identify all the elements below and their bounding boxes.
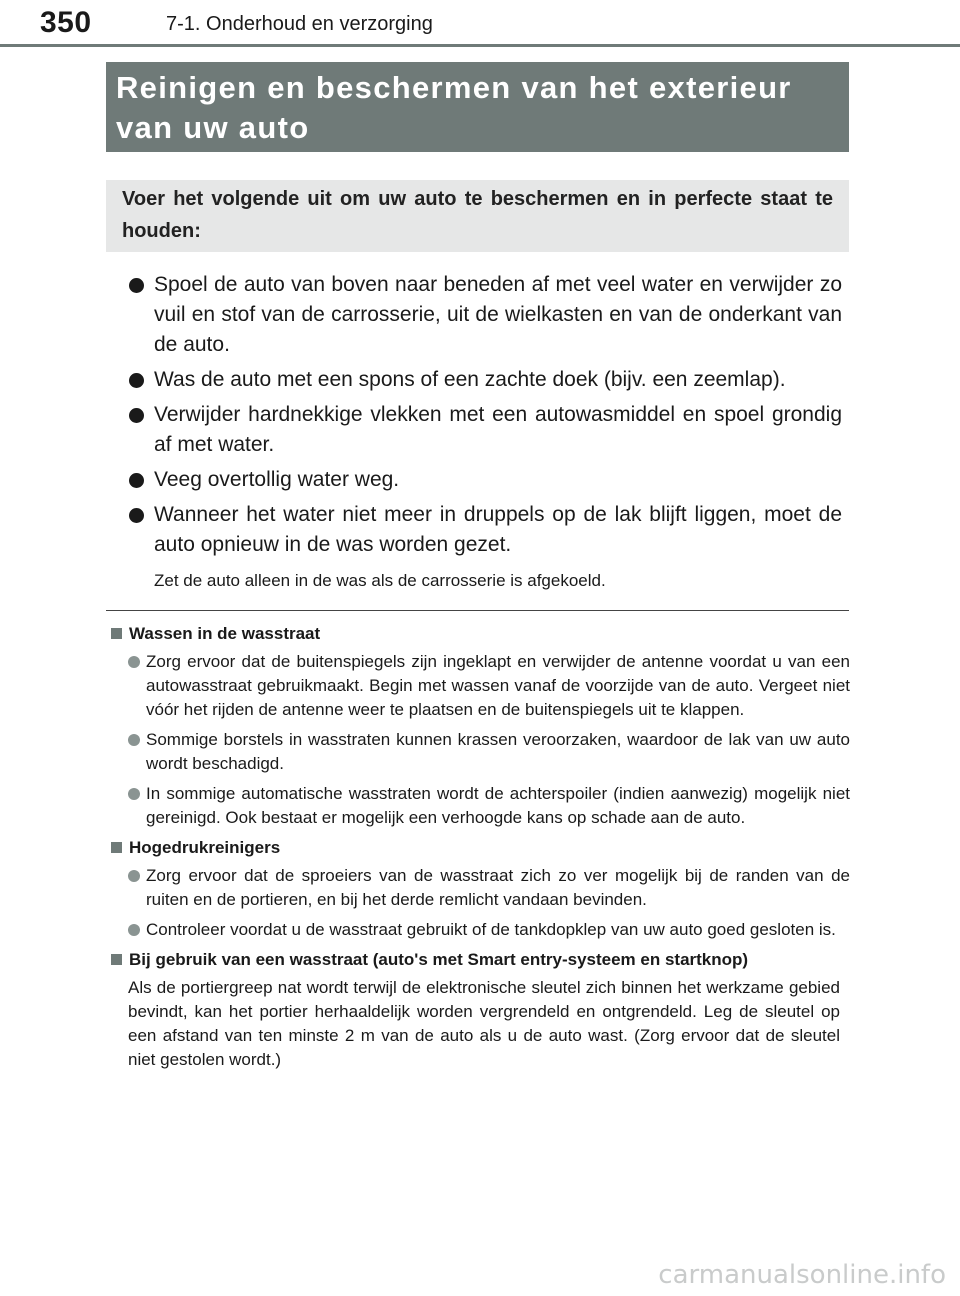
subsection-list <box>110 650 850 830</box>
list-item <box>110 918 850 942</box>
bullet-icon <box>129 373 144 388</box>
bullet-icon <box>129 408 144 423</box>
list-item <box>110 728 850 776</box>
subsection-heading <box>110 836 850 860</box>
list-item-text: Zorg ervoor dat de sproeiers van de wasstraat zich zo ver mogelijk bij de randen van de ruiten en de portieren, en bij het derde remlicht vandaan bevinden. <box>146 866 850 909</box>
subsection-list <box>110 864 850 942</box>
square-bullet-icon <box>111 628 122 639</box>
list-item <box>126 270 842 360</box>
watermark: carmanualsonline.info <box>658 1260 946 1290</box>
list-item <box>126 500 842 560</box>
page-title-line-2: van uw auto <box>116 110 310 145</box>
bullet-icon <box>128 734 140 746</box>
bullet-icon <box>129 508 144 523</box>
square-bullet-icon <box>111 842 122 853</box>
list-item <box>110 782 850 830</box>
header-divider <box>0 44 960 47</box>
bullet-icon <box>128 924 140 936</box>
list-item-text: Controleer voordat u de wasstraat gebruikt of de tankdopklep van uw auto goed gesloten is. <box>146 920 836 939</box>
list-item-text: Sommige borstels in wasstraten kunnen krassen veroorzaken, waardoor de lak van uw auto wordt beschadigd. <box>146 730 850 773</box>
list-item <box>110 864 850 912</box>
list-item-text: Verwijder hardnekkige vlekken met een autowasmiddel en spoel grondig af met water. <box>154 403 842 456</box>
subsection-paragraph: Als de portiergreep nat wordt terwijl de elektronische sleutel zich binnen het werkzame gebied bevindt, kan het portier herhaaldelijk worden vergrendeld en ontgrendeld. Leg de sleutel op een afstand van ten minste 2 m van de auto als u de auto wast. (Zorg ervoor dat de sleutel niet gestolen wordt.) <box>128 978 840 1069</box>
bullet-icon <box>129 278 144 293</box>
bullet-icon <box>128 870 140 882</box>
list-item-text: Zorg ervoor dat de buitenspiegels zijn ingeklapt en verwijder de antenne voordat u van een autowasstraat gebruikmaakt. Begin met wassen vanaf de voorzijde van de auto. Vergeet niet vóór het rijden de antenne weer te plaatsen en de buitenspiegels uit te klappen. <box>146 652 850 719</box>
bullet-icon <box>128 656 140 668</box>
list-item <box>126 400 842 460</box>
section-divider <box>106 610 849 611</box>
subsection-heading <box>110 622 850 646</box>
subsection-heading-text: Wassen in de wasstraat <box>129 624 321 643</box>
subsection-heading-text: Hogedrukreinigers <box>129 838 281 857</box>
list-item-text: In sommige automatische wasstraten wordt de achterspoiler (indien aanwezig) mogelijk niet gereinigd. Ook bestaat er mogelijk een verhoogde kans op schade aan de auto. <box>146 784 850 827</box>
page-number: 350 <box>40 6 92 39</box>
subsection-heading-text: Bij gebruik van een wasstraat (auto's met Smart entry-systeem en startknop) <box>129 950 749 969</box>
main-instruction-list <box>126 270 842 565</box>
bullet-icon <box>129 473 144 488</box>
subsection-heading <box>110 948 850 972</box>
list-item-text: Wanneer het water niet meer in druppels op de lak blijft liggen, moet de auto opnieuw in de was worden gezet. <box>154 503 842 556</box>
section-title: 7-1. Onderhoud en verzorging <box>166 13 433 35</box>
list-item <box>110 650 850 722</box>
page-title-line-1: Reinigen en beschermen van het exterieur <box>116 70 792 105</box>
page-title <box>106 62 849 152</box>
list-item <box>126 465 842 495</box>
list-item-text: Veeg overtollig water weg. <box>154 468 400 491</box>
intro-text: Voer het volgende uit om uw auto te beschermen en in perfecte staat te houden: <box>106 180 849 252</box>
square-bullet-icon <box>111 954 122 965</box>
info-sections <box>110 622 850 1072</box>
list-item <box>126 365 842 395</box>
list-item-text: Was de auto met een spons of een zachte doek (bijv. een zeemlap). <box>154 368 786 391</box>
note-text: Zet de auto alleen in de was als de carrosserie is afgekoeld. <box>154 571 606 590</box>
list-item-text: Spoel de auto van boven naar beneden af met veel water en verwijder zo vuil en stof van de carrosserie, uit de wielkasten en van de onderkant van de auto. <box>154 273 842 356</box>
bullet-icon <box>128 788 140 800</box>
